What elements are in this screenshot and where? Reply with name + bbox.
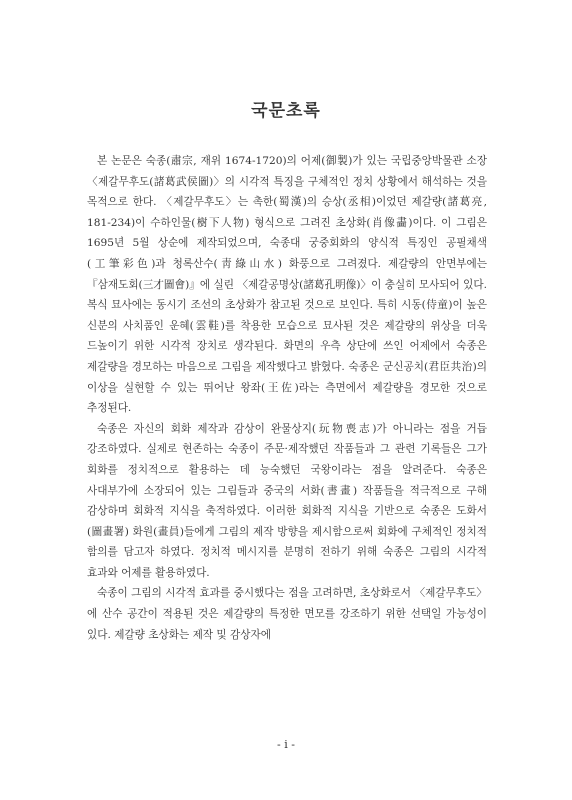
paragraph-2: 숙종은 자신의 회화 제작과 감상이 완물상지(玩物喪志)가 아니라는 점을 거듭 강조하였다. 실제로 현존하는 숙종이 주문·제작했던 작품들과 그 관련 기록들은 그가 회화를 정치적으로 활용하는 데 능숙했던 국왕이라는 점을 알려준다. 숙종은 사대부가에 소장되어 있는 그림들과 중국의 서화(書畫) 작품들을 적극적으로 구해 감상하며 회화적 지식을 축적하였다. 이러한 회화적 지식을 기반으로 숙종은 도화서(圖畫署) 화원(畫員)들에게 그림의 제작 방향을 제시함으로써 회화에 구체적인 정치적 함의를 담고자 하였다. 정치적 메시지를 분명히 전하기 위해 숙종은 그림의 시각적 효과와 어제를 활용하였다.: [87, 422, 487, 579]
page-number: - i -: [277, 738, 295, 751]
abstract-body: [87, 151, 487, 645]
paragraph-3: 숙종이 그림의 시각적 효과를 중시했다는 점을 고려하면, 초상화로서 〈제갈무후도〉에 산수 공간이 적용된 것은 제갈량의 특정한 면모를 강조하기 위한 선택일 가능성이 있다. 제갈량 초상화는 제작 및 감상자에: [87, 587, 487, 641]
page-title: 국문초록: [251, 101, 321, 121]
paragraph-1: 본 논문은 숙종(肅宗, 재위 1674-1720)의 어제(御製)가 있는 국립중앙박물관 소장 〈제갈무후도(諸葛武侯圖)〉의 시각적 특징을 구체적인 정치 상황에서 해석하는 것을 목적으로 한다. 〈제갈무후도〉는 촉한(蜀漢)의 승상(丞相)이었던 제갈량(諸葛亮, 181-234)이 수하인물(樹下人物) 형식으로 그려진 초상화(肖像畵)이다. 이 그림은 1695년 5월 상순에 제작되었으며, 숙종대 궁중회화의 양식적 특징인 공필채색(工筆彩色)과 청록산수(靑綠山水) 화풍으로 그려졌다. 제갈량의 안면부에는 『삼재도회(三才圖會)』에 실린 〈제갈공명상(諸葛孔明像)〉이 충실히 모사되어 있다. 복식 묘사에는 동시기 조선의 초상화가 참고된 것으로 보인다. 특히 시동(侍童)이 높은 신분의 사치품인 운혜(雲鞋)를 착용한 모습으로 묘사된 것은 제갈량의 위상을 더욱 드높이기 위한 시각적 장치로 생각된다. 화면의 우측 상단에 쓰인 어제에서 숙종은 제갈량을 경모하는 마음으로 그림을 제작했다고 밝혔다. 숙종은 군신공치(君臣共治)의 이상을 실현할 수 있는 뛰어난 왕좌(王佐)라는 측면에서 제갈량을 경모한 것으로 추정된다.: [87, 155, 487, 415]
